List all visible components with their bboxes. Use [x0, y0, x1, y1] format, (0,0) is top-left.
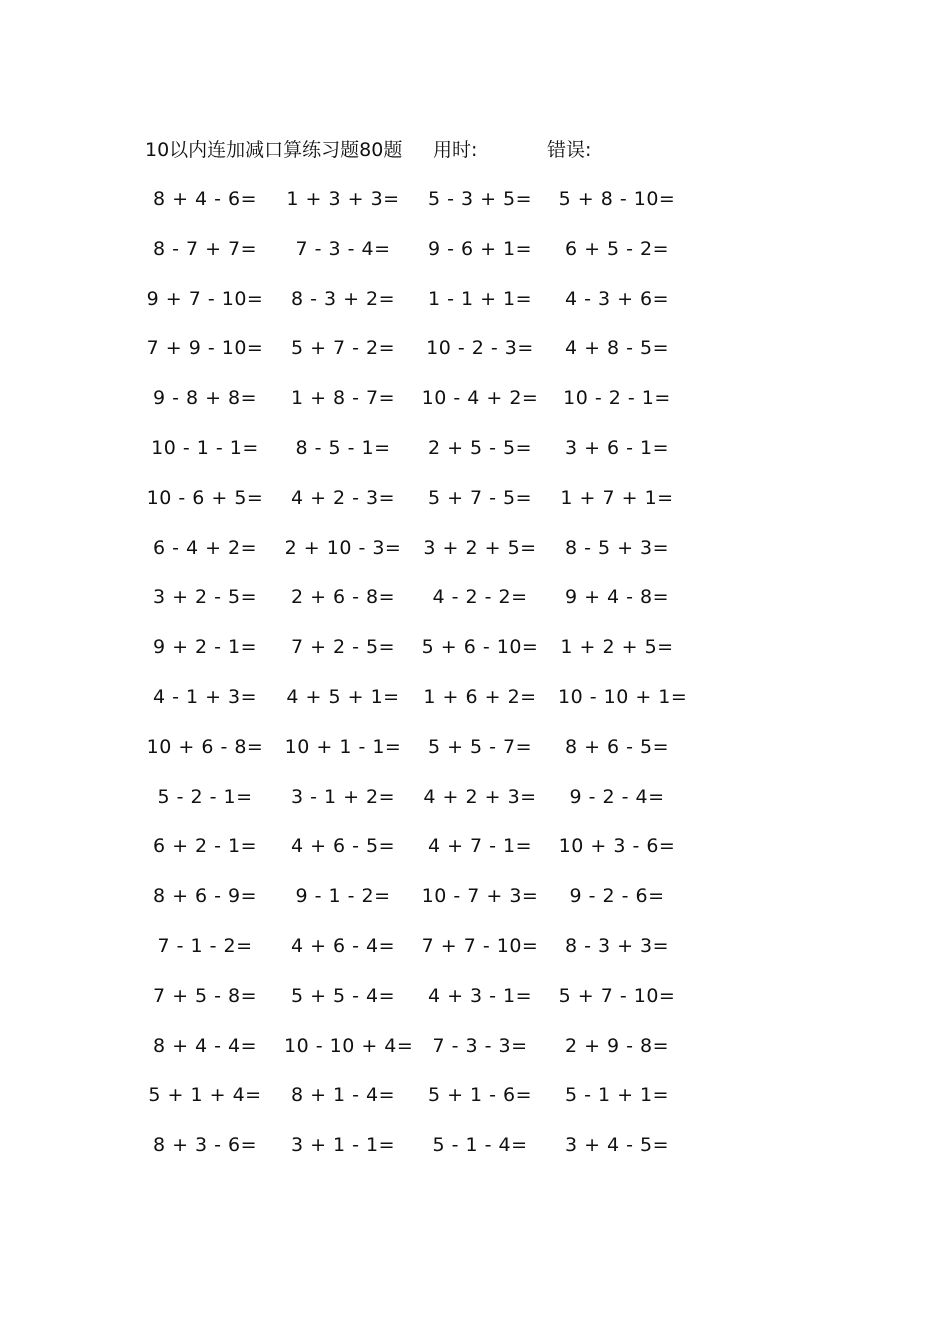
arithmetic-problem: 7 + 7 - 10= — [421, 934, 539, 957]
arithmetic-problem: 5 + 7 - 2= — [290, 337, 396, 360]
problem-row — [150, 833, 690, 883]
arithmetic-problem: 4 + 2 + 3= — [423, 785, 537, 808]
arithmetic-problem: 10 - 2 - 3= — [426, 337, 534, 360]
arithmetic-problem: 10 + 1 - 1= — [284, 735, 402, 758]
arithmetic-problem: 3 - 1 + 2= — [290, 785, 396, 808]
problem-row — [150, 1033, 690, 1083]
arithmetic-problem: 5 + 7 - 10= — [558, 984, 676, 1007]
arithmetic-problem: 7 + 5 - 8= — [152, 984, 258, 1007]
arithmetic-problem: 1 + 2 + 5= — [560, 636, 674, 659]
arithmetic-problem: 3 + 4 - 5= — [564, 1134, 670, 1157]
arithmetic-problem: 4 + 3 - 1= — [427, 984, 533, 1007]
errors-label: 错误: — [547, 139, 592, 161]
arithmetic-problem: 10 - 4 + 2= — [421, 387, 539, 410]
problem-row — [150, 435, 690, 485]
arithmetic-problem: 8 - 3 + 2= — [290, 287, 396, 310]
arithmetic-problem: 10 + 6 - 8= — [146, 735, 264, 758]
arithmetic-problem: 6 + 5 - 2= — [564, 237, 670, 260]
arithmetic-problem: 10 + 3 - 6= — [558, 835, 676, 858]
arithmetic-problem: 5 + 7 - 5= — [427, 486, 533, 509]
time-label: 用时: — [433, 139, 478, 161]
arithmetic-problem: 9 - 6 + 1= — [427, 237, 533, 260]
arithmetic-problem: 10 - 2 - 1= — [563, 387, 671, 410]
arithmetic-problem: 9 + 4 - 8= — [564, 586, 670, 609]
arithmetic-problem: 2 + 6 - 8= — [290, 586, 396, 609]
arithmetic-problem: 5 + 8 - 10= — [558, 188, 676, 210]
arithmetic-problem: 2 + 9 - 8= — [564, 1034, 670, 1057]
arithmetic-problem: 8 - 5 - 1= — [295, 436, 391, 459]
arithmetic-problem: 9 + 2 - 1= — [152, 636, 258, 659]
problem-row — [150, 1132, 690, 1182]
arithmetic-problem: 4 + 6 - 5= — [290, 835, 396, 858]
problem-row — [150, 634, 690, 684]
problem-row — [150, 385, 690, 435]
arithmetic-problem: 9 - 2 - 6= — [569, 885, 665, 908]
arithmetic-problem: 3 + 2 - 5= — [152, 586, 258, 609]
arithmetic-problem: 4 + 2 - 3= — [290, 486, 396, 509]
problem-row — [150, 784, 690, 834]
arithmetic-problem: 3 + 1 - 1= — [290, 1134, 396, 1157]
arithmetic-problem: 8 - 3 + 3= — [564, 934, 670, 957]
problem-grid — [146, 186, 690, 1182]
problem-row — [146, 485, 690, 535]
arithmetic-problem: 10 - 7 + 3= — [421, 885, 539, 908]
arithmetic-problem: 8 + 3 - 6= — [152, 1134, 258, 1157]
arithmetic-problem: 10 - 10 + 4= — [284, 1034, 414, 1057]
arithmetic-problem: 7 - 3 - 4= — [295, 237, 391, 260]
arithmetic-problem: 9 + 7 - 10= — [146, 287, 264, 310]
problem-row — [150, 186, 690, 236]
arithmetic-problem: 3 + 2 + 5= — [423, 536, 537, 559]
arithmetic-problem: 5 - 2 - 1= — [157, 785, 253, 808]
arithmetic-problem: 9 - 1 - 2= — [295, 885, 391, 908]
arithmetic-problem: 9 - 8 + 8= — [152, 387, 258, 410]
problem-row — [146, 734, 690, 784]
arithmetic-problem: 5 - 1 + 1= — [564, 1084, 670, 1107]
problem-row — [150, 933, 690, 983]
arithmetic-problem: 7 + 9 - 10= — [146, 337, 264, 360]
arithmetic-problem: 5 + 5 - 4= — [290, 984, 396, 1007]
arithmetic-problem: 10 - 6 + 5= — [146, 486, 264, 509]
worksheet-title: 10以内连加减口算练习题80题 — [145, 139, 403, 161]
problem-row — [150, 1082, 690, 1132]
arithmetic-problem: 9 - 2 - 4= — [569, 785, 665, 808]
arithmetic-problem: 1 + 8 - 7= — [290, 387, 396, 410]
arithmetic-problem: 4 + 7 - 1= — [427, 835, 533, 858]
arithmetic-problem: 7 - 3 - 3= — [432, 1034, 528, 1057]
arithmetic-problem: 7 + 2 - 5= — [290, 636, 396, 659]
arithmetic-problem: 5 + 1 - 6= — [427, 1084, 533, 1107]
problem-row — [146, 286, 690, 336]
arithmetic-problem: 10 - 1 - 1= — [151, 436, 259, 459]
arithmetic-problem: 8 + 1 - 4= — [290, 1084, 396, 1107]
arithmetic-problem: 4 - 3 + 6= — [564, 287, 670, 310]
arithmetic-problem: 1 + 6 + 2= — [423, 685, 537, 708]
arithmetic-problem: 8 + 6 - 9= — [152, 885, 258, 908]
problem-row — [150, 236, 690, 286]
problem-row — [150, 584, 690, 634]
arithmetic-problem: 5 - 3 + 5= — [427, 188, 533, 210]
arithmetic-problem: 5 + 1 + 4= — [148, 1084, 262, 1107]
arithmetic-problem: 8 - 5 + 3= — [564, 536, 670, 559]
arithmetic-problem: 10 - 10 + 1= — [558, 685, 688, 708]
arithmetic-problem: 2 + 10 - 3= — [284, 536, 402, 559]
arithmetic-problem: 4 - 2 - 2= — [432, 586, 528, 609]
arithmetic-problem: 5 + 5 - 7= — [427, 735, 533, 758]
arithmetic-problem: 2 + 5 - 5= — [427, 436, 533, 459]
arithmetic-problem: 6 - 4 + 2= — [152, 536, 258, 559]
arithmetic-problem: 5 + 6 - 10= — [421, 636, 539, 659]
problem-row — [146, 335, 690, 385]
arithmetic-problem: 1 - 1 + 1= — [427, 287, 533, 310]
problem-row — [150, 983, 690, 1033]
problem-row — [150, 883, 690, 933]
arithmetic-problem: 7 - 1 - 2= — [157, 934, 253, 957]
arithmetic-problem: 3 + 6 - 1= — [564, 436, 670, 459]
arithmetic-problem: 8 - 7 + 7= — [152, 237, 258, 260]
arithmetic-problem: 6 + 2 - 1= — [152, 835, 258, 858]
arithmetic-problem: 4 + 5 + 1= — [286, 685, 400, 708]
arithmetic-problem: 4 - 1 + 3= — [152, 685, 258, 708]
arithmetic-problem: 8 + 6 - 5= — [564, 735, 670, 758]
problem-row — [150, 684, 690, 734]
arithmetic-problem: 1 + 7 + 1= — [560, 486, 674, 509]
arithmetic-problem: 8 + 4 - 6= — [152, 188, 258, 210]
arithmetic-problem: 8 + 4 - 4= — [152, 1034, 258, 1057]
arithmetic-problem: 5 - 1 - 4= — [432, 1134, 528, 1157]
arithmetic-problem: 4 + 8 - 5= — [564, 337, 670, 360]
arithmetic-problem: 1 + 3 + 3= — [286, 188, 400, 210]
arithmetic-problem: 4 + 6 - 4= — [290, 934, 396, 957]
problem-row — [150, 535, 690, 585]
